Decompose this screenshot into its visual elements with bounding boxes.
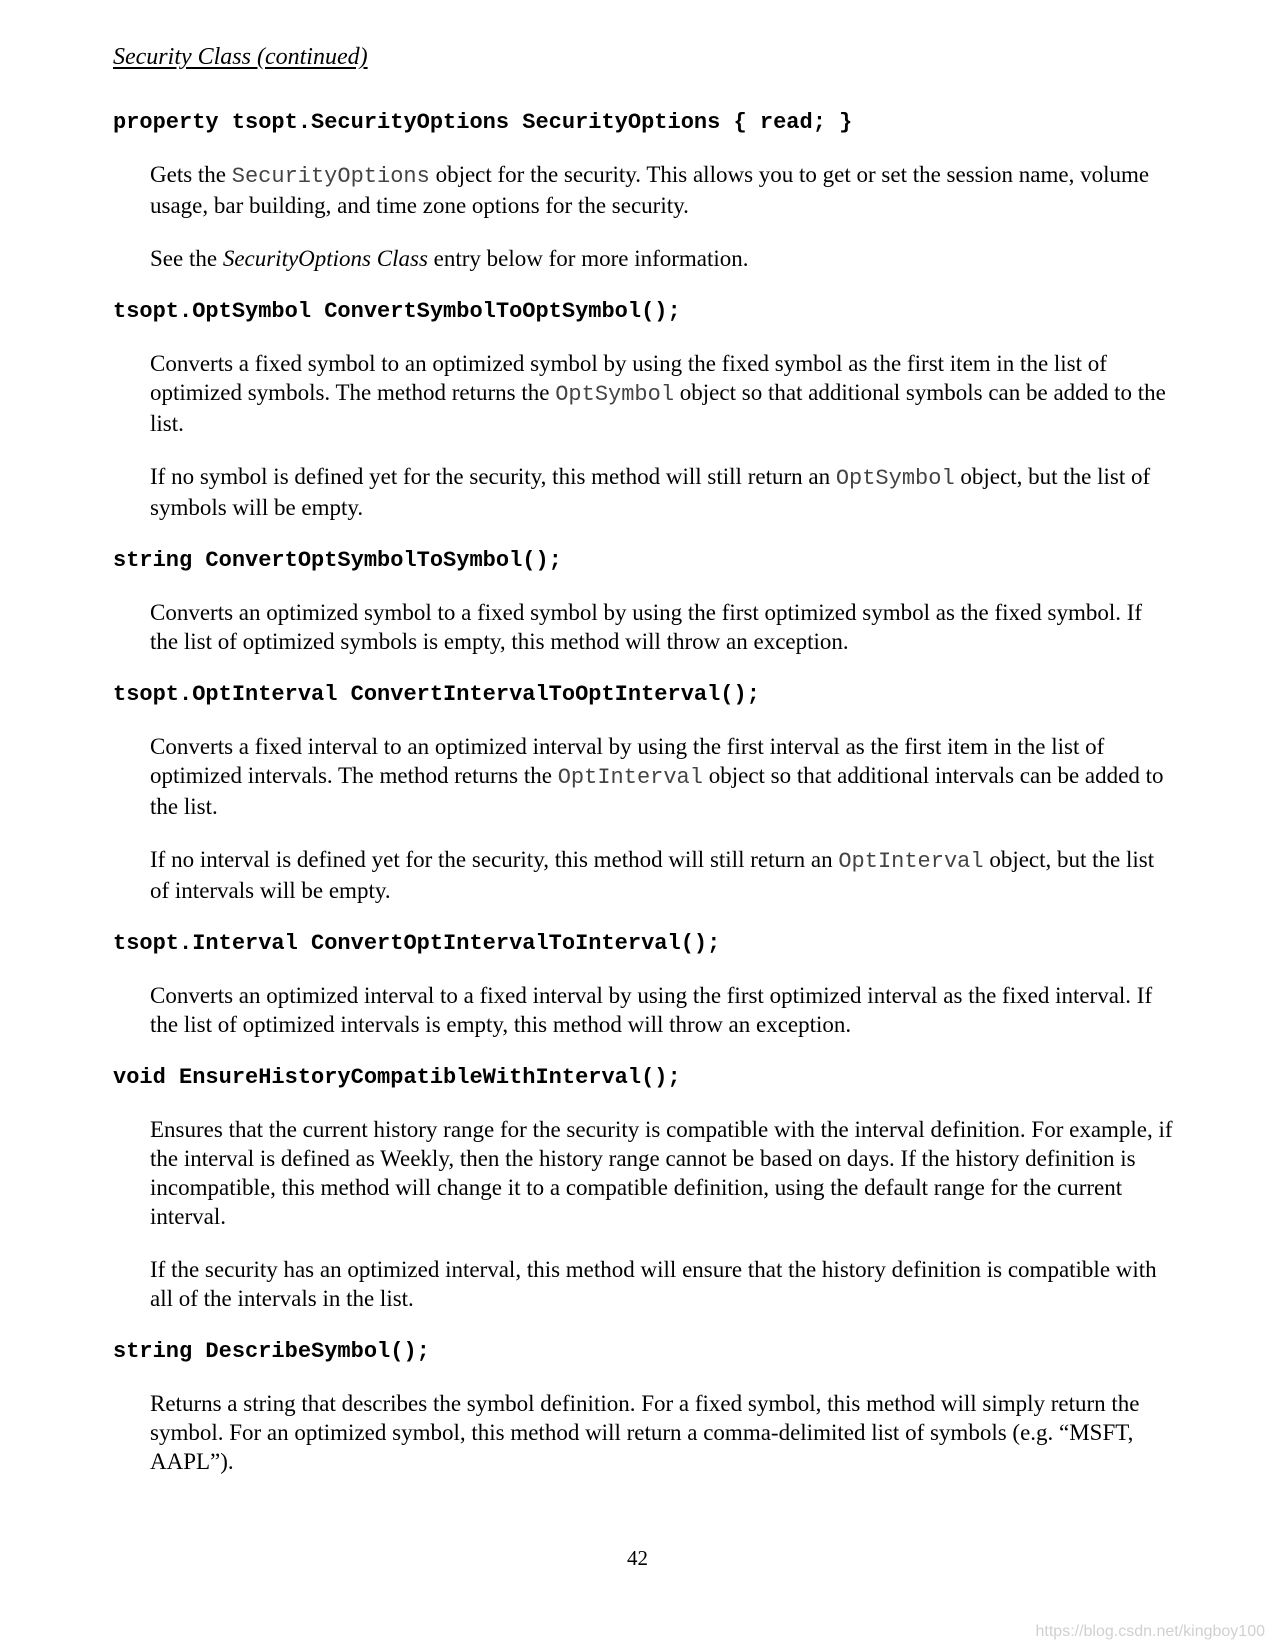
method-description: If no interval is defined yet for the security, this method will still return an OptInterval object, but the list of intervals will be empty. — [150, 847, 1155, 903]
code-reference: OptSymbol — [835, 466, 955, 491]
method-signature: string DescribeSymbol(); — [113, 1339, 430, 1364]
method-signature: string ConvertOptSymbolToSymbol(); — [113, 548, 562, 573]
method-signature: void EnsureHistoryCompatibleWithInterval(); — [113, 1065, 681, 1090]
method-description: Returns a string that describes the symbol definition. For a fixed symbol, this method will simply return the symbol. For an optimized symbol, this method will return a comma-delimited list of symbols (e.g. “MSFT, AAPL”). — [150, 1391, 1140, 1474]
code-reference: OptInterval — [557, 765, 703, 790]
code-reference: SecurityOptions — [231, 164, 430, 189]
method-signature: tsopt.OptSymbol ConvertSymbolToOptSymbol(); — [113, 299, 681, 324]
method-description: Gets the SecurityOptions object for the security. This allows you to get or set the session name, volume usage, bar building, and time zone options for the security. — [150, 162, 1150, 218]
method-description: Converts a fixed symbol to an optimized symbol by using the fixed symbol as the first item in the list of optimized symbols. The method returns the OptSymbol object so that additional symbols can be added to the list. — [150, 351, 1166, 436]
watermark-url: https://blog.csdn.net/kingboy100 — [1035, 1623, 1265, 1640]
italic-reference: SecurityOptions Class — [222, 246, 428, 271]
method-signature: tsopt.OptInterval ConvertIntervalToOptInterval(); — [113, 682, 760, 707]
method-description: If the security has an optimized interval, this method will ensure that the history definition is compatible with all of the intervals in the list. — [150, 1257, 1157, 1311]
page-number: 42 — [627, 1546, 648, 1570]
method-signature: tsopt.Interval ConvertOptIntervalToInterval(); — [113, 931, 721, 956]
document-body — [113, 108, 1173, 1496]
method-description: If no symbol is defined yet for the security, this method will still return an OptSymbol object, but the list of symbols will be empty. — [150, 464, 1151, 520]
method-signature: property tsopt.SecurityOptions SecurityOptions { read; } — [113, 110, 853, 135]
code-reference: OptInterval — [838, 849, 984, 874]
section-header: Security Class (continued) — [113, 44, 368, 70]
method-description: Converts an optimized symbol to a fixed symbol by using the first optimized symbol as the fixed symbol. If the list of optimized symbols is empty, this method will throw an exception. — [150, 600, 1143, 654]
method-description: See the SecurityOptions Class entry below for more information. — [150, 246, 749, 271]
method-description: Ensures that the current history range for the security is compatible with the interval definition. For example, if the interval is defined as Weekly, then the history range cannot be based on days. If the history definition is incompatible, this method will change it to a compatible definition, using the default range for the current interval. — [150, 1117, 1173, 1229]
method-description: Converts a fixed interval to an optimized interval by using the first interval as the first item in the list of optimized intervals. The method returns the OptInterval object so that additional intervals can be added to the list. — [150, 734, 1164, 819]
method-description: Converts an optimized interval to a fixed interval by using the first optimized interval as the fixed interval. If the list of optimized intervals is empty, this method will throw an exception. — [150, 983, 1153, 1037]
code-reference: OptSymbol — [555, 382, 675, 407]
